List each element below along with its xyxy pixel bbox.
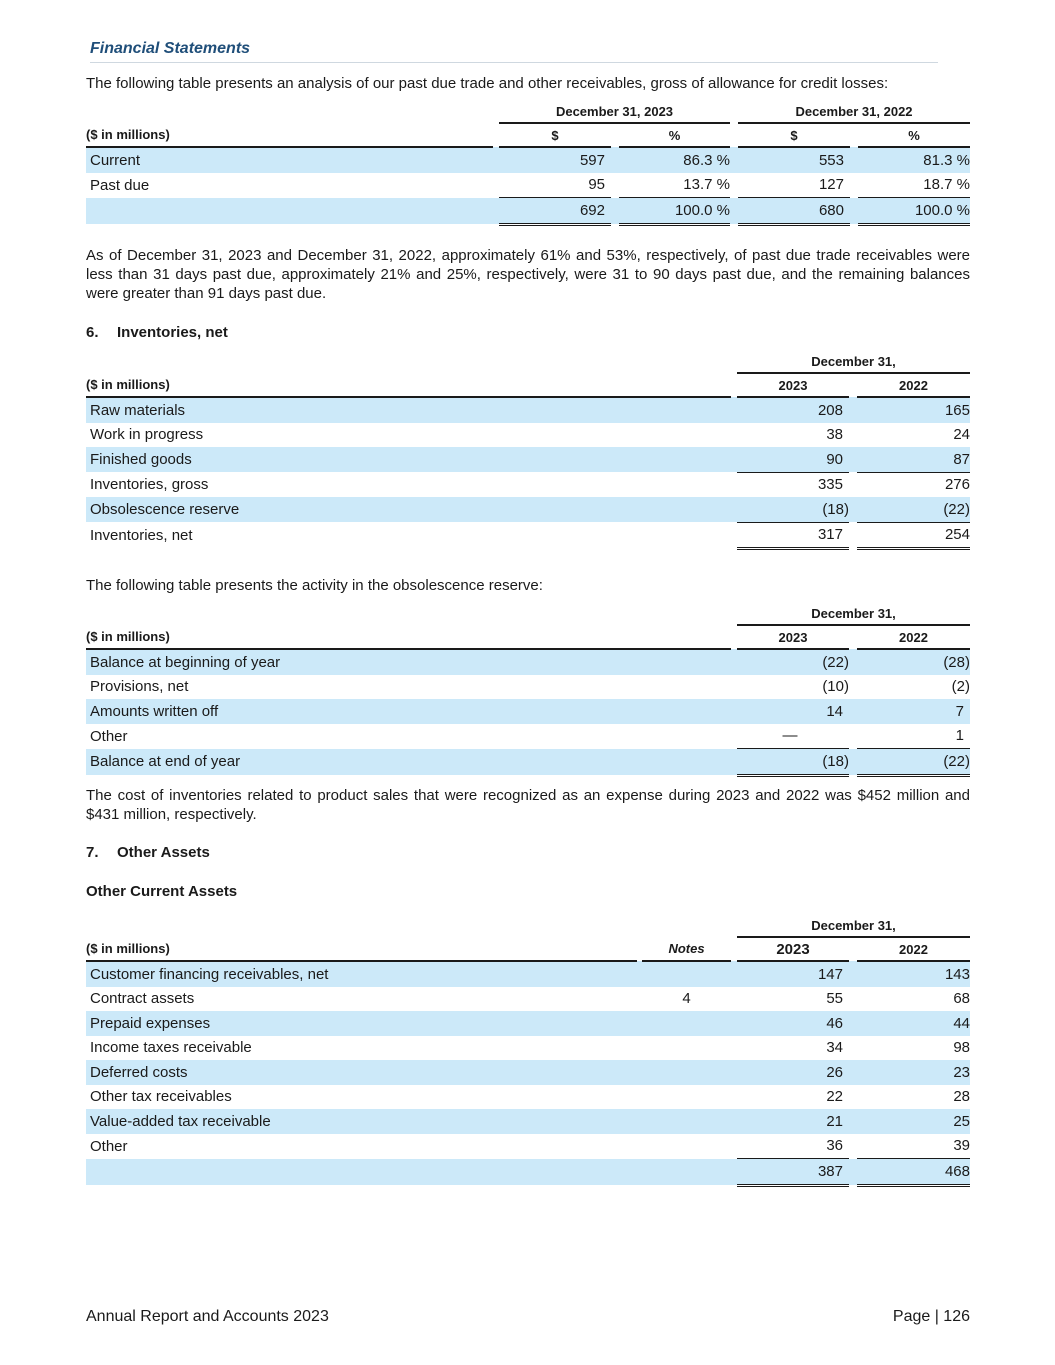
note-ref	[642, 961, 731, 987]
table-row	[86, 724, 970, 749]
cell-value: 38	[826, 426, 843, 444]
year-2023-header: 2023	[737, 373, 849, 397]
cell-value: 39	[857, 1134, 970, 1159]
cell-value: 143	[857, 961, 970, 987]
row-label: Obsolescence reserve	[86, 497, 731, 522]
cell-value: 553	[738, 147, 850, 173]
footer-page-number: Page | 126	[892, 1308, 970, 1325]
period-2022-header: December 31, 2022	[738, 100, 970, 123]
unit-label: ($ in millions)	[86, 937, 637, 961]
cell-value: 1	[857, 724, 970, 749]
table-row	[86, 173, 970, 198]
cell-value: 55	[826, 990, 843, 1008]
section-title: Inventories, net	[117, 324, 228, 341]
cell-value: 26	[737, 1060, 849, 1085]
row-label: Balance at beginning of year	[86, 649, 731, 675]
row-label: Current	[86, 147, 493, 173]
cell-value: 100.0 %	[619, 198, 730, 225]
cell-value: 254	[857, 522, 970, 549]
note-ref	[642, 1060, 731, 1085]
row-label: Inventories, gross	[90, 476, 209, 493]
cell-value: (22)	[857, 749, 970, 776]
cell-value: 95	[499, 173, 611, 198]
row-label: Finished goods	[86, 447, 731, 472]
row-label: Prepaid expenses	[86, 1011, 637, 1036]
row-label	[86, 198, 493, 225]
col-dollar-2023: $	[499, 123, 611, 147]
table-row-total	[86, 1159, 970, 1186]
year-2023-header: 2023	[737, 937, 849, 961]
row-label: Other	[90, 1137, 128, 1155]
col-pct-2023: %	[619, 123, 730, 147]
row-label: Balance at end of year	[86, 749, 731, 776]
row-label	[86, 1159, 637, 1186]
col-pct-2022: %	[858, 123, 970, 147]
period-header: December 31,	[737, 914, 970, 937]
year-2022-header: 2022	[857, 625, 970, 649]
cell-value: 90	[737, 447, 849, 472]
table-row-total	[86, 749, 970, 776]
cell-value: 276	[944, 476, 970, 494]
inventories-table	[86, 350, 970, 550]
cell-value: 13.7 %	[619, 173, 730, 198]
section-number: 7.	[86, 844, 99, 861]
note-ref	[642, 1159, 731, 1186]
cell-value: 28	[953, 1088, 970, 1106]
cell-value: (18)	[737, 497, 849, 522]
cell-value: 86.3 %	[619, 147, 730, 173]
row-label: Income taxes receivable	[90, 1039, 252, 1057]
footer-report-title: Annual Report and Accounts 2023	[86, 1308, 329, 1325]
row-label: Amounts written off	[86, 699, 731, 724]
year-2023-header: 2023	[737, 625, 849, 649]
period-header: December 31,	[737, 602, 970, 625]
unit-label: ($ in millions)	[86, 373, 731, 397]
table-row	[86, 497, 970, 522]
row-label: Work in progress	[90, 426, 204, 444]
table-row	[86, 675, 970, 700]
other-assets-heading	[86, 844, 210, 861]
table-row-total	[86, 522, 970, 549]
row-label: Other	[90, 727, 128, 745]
table-row	[86, 1011, 970, 1036]
table-row	[86, 423, 970, 448]
cell-value: 317	[737, 522, 849, 549]
cell-value: —	[737, 724, 849, 749]
obsolescence-table	[86, 602, 970, 777]
cell-value: 98	[953, 1039, 970, 1057]
table-row	[86, 147, 970, 173]
year-2022-header: 2022	[857, 937, 970, 961]
cell-value: 7	[857, 699, 970, 724]
year-2022-header: 2022	[857, 373, 970, 397]
cell-value: 68	[953, 990, 970, 1008]
note-ref	[642, 1134, 731, 1159]
cell-value: 387	[737, 1159, 849, 1186]
receivables-intro: The following table presents an analysis of our past due trade and other receivables, gross of allowance for credit losses:	[86, 75, 889, 92]
obsolescence-intro: The following table presents the activity in the obsolescence reserve:	[86, 577, 543, 594]
cell-value: 18.7 %	[858, 173, 970, 198]
table-row	[86, 1109, 970, 1134]
section-number: 6.	[86, 324, 99, 341]
cell-value: 14	[737, 699, 849, 724]
other-current-assets-subheading: Other Current Assets	[86, 883, 238, 900]
table-row	[86, 1036, 970, 1061]
note-ref	[642, 1036, 731, 1061]
table-row	[86, 1134, 970, 1159]
cell-value: 34	[826, 1039, 843, 1057]
row-label: Value-added tax receivable	[86, 1109, 637, 1134]
row-label: Contract assets	[90, 990, 195, 1008]
note-ref: 4	[682, 990, 691, 1008]
receivables-note: As of December 31, 2023 and December 31, 2022, approximately 61% and 53%, respectively, of past due trade receivables were less than 31 days past due, approximately 21% and 25%, respectively, were 31 to 90 days past due, and the remaining balances were greater than 91 days past due.	[86, 247, 970, 302]
inventories-heading	[86, 324, 228, 341]
obsolescence-note: The cost of inventories related to product sales that were recognized as an expense during 2023 and 2022 was $452 million and $431 million, respectively.	[86, 787, 970, 823]
unit-label: ($ in millions)	[86, 123, 493, 147]
row-label: Inventories, net	[90, 526, 193, 544]
table-row	[86, 699, 970, 724]
row-label: Other tax receivables	[90, 1088, 232, 1106]
table-row	[86, 1060, 970, 1085]
col-dollar-2022: $	[738, 123, 850, 147]
notes-header: Notes	[642, 937, 731, 961]
section-header: Financial Statements	[90, 40, 938, 63]
row-label: Provisions, net	[90, 678, 189, 696]
table-row	[86, 649, 970, 675]
table-row-total	[86, 198, 970, 225]
cell-value: 25	[857, 1109, 970, 1134]
cell-value: (2)	[951, 678, 970, 696]
cell-value: (22)	[737, 649, 849, 675]
period-header: December 31,	[737, 350, 970, 373]
cell-value: 21	[737, 1109, 849, 1134]
section-title: Other Assets	[117, 844, 210, 861]
cell-value: 597	[499, 147, 611, 173]
cell-value: 692	[499, 198, 611, 225]
cell-value: (22)	[857, 497, 970, 522]
row-label: Deferred costs	[86, 1060, 637, 1085]
cell-value: (28)	[857, 649, 970, 675]
cell-value: 208	[737, 397, 849, 423]
table-row	[86, 961, 970, 987]
cell-value: 81.3 %	[858, 147, 970, 173]
cell-value: 87	[857, 447, 970, 472]
cell-value: 680	[738, 198, 850, 225]
cell-value: 468	[857, 1159, 970, 1186]
unit-label: ($ in millions)	[86, 625, 731, 649]
table-row	[86, 987, 970, 1012]
period-2023-header: December 31, 2023	[499, 100, 730, 123]
table-row	[86, 447, 970, 472]
cell-value: 22	[826, 1088, 843, 1106]
table-row	[86, 472, 970, 497]
cell-value: (18)	[737, 749, 849, 776]
note-ref	[642, 1109, 731, 1134]
cell-value: 36	[737, 1134, 849, 1159]
cell-value: 100.0 %	[858, 198, 970, 225]
row-label: Raw materials	[86, 397, 731, 423]
cell-value: 147	[737, 961, 849, 987]
table-row	[86, 397, 970, 423]
note-ref	[642, 1085, 731, 1110]
cell-value: 46	[737, 1011, 849, 1036]
row-label: Customer financing receivables, net	[86, 961, 637, 987]
cell-value: 127	[738, 173, 850, 198]
cell-value: (10)	[822, 678, 849, 696]
note-ref	[642, 1011, 731, 1036]
receivables-table	[86, 100, 970, 226]
table-row	[86, 1085, 970, 1110]
row-label: Past due	[90, 176, 150, 194]
other-current-assets-table	[86, 914, 970, 1187]
cell-value: 44	[857, 1011, 970, 1036]
cell-value: 23	[857, 1060, 970, 1085]
cell-value: 24	[953, 426, 970, 444]
cell-value: 335	[817, 476, 843, 494]
cell-value: 165	[857, 397, 970, 423]
